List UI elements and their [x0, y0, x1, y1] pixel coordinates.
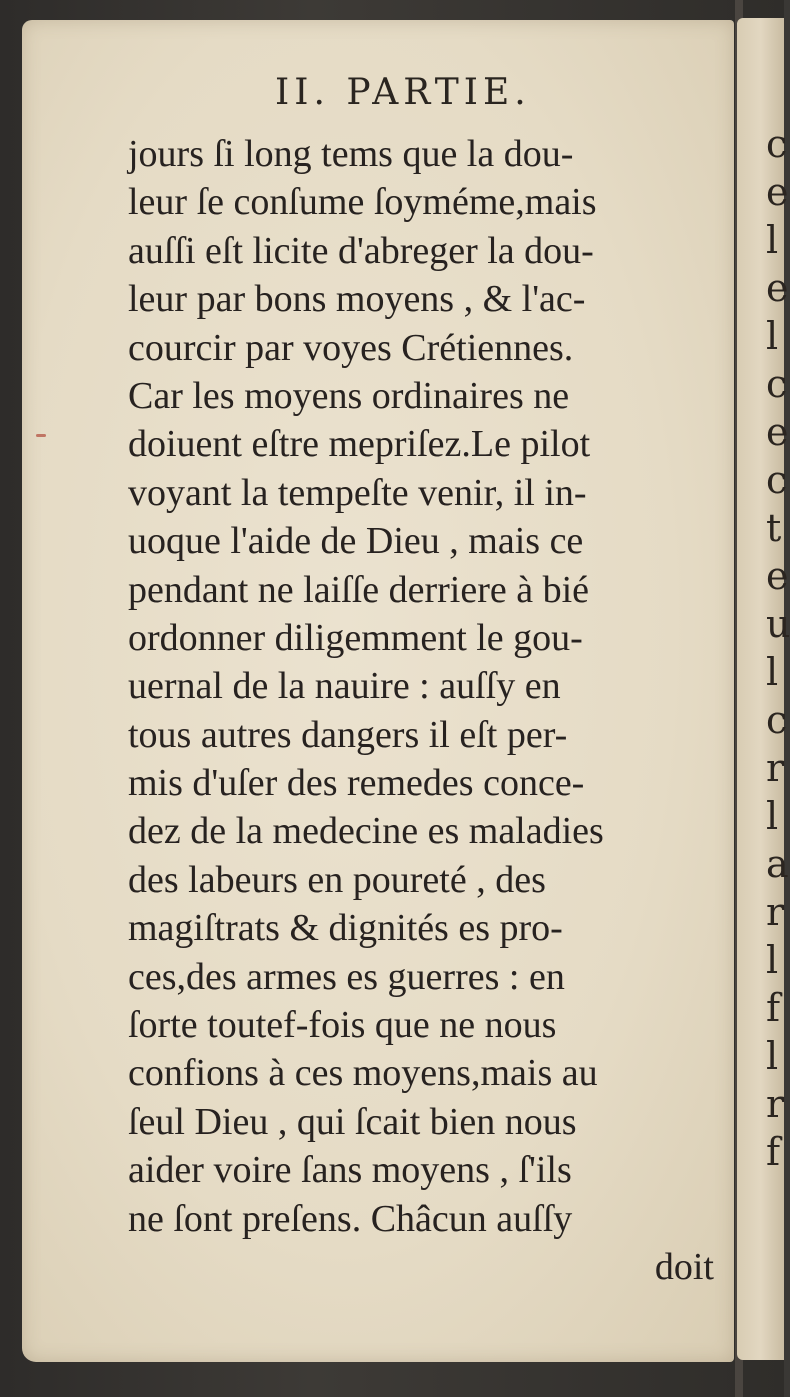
- text-line: ne ſont preſens. Châcun auſſy: [128, 1197, 573, 1240]
- edge-glyph: l: [766, 650, 779, 694]
- facing-page-glyphs: [766, 120, 790, 1176]
- text-line: voyant la tempeſte venir, il in-: [128, 471, 587, 514]
- text-line: uoque l'aide de Dieu , mais ce: [128, 520, 584, 563]
- edge-glyph: l: [766, 314, 779, 358]
- text-line: tous autres dangers il eſt per-: [128, 713, 568, 756]
- ink-speck: [36, 434, 46, 437]
- edge-glyph: l: [766, 1034, 779, 1078]
- edge-glyph: f: [766, 1130, 781, 1174]
- text-line: mis d'uſer des remedes conce-: [128, 762, 585, 805]
- edge-glyph: e: [766, 266, 789, 310]
- text-line: confions à ces moyens,mais au: [128, 1052, 598, 1095]
- edge-glyph: l: [766, 218, 779, 262]
- text-line: uernal de la nauire : auſſy en: [128, 665, 561, 708]
- text-line: pendant ne laiſſe derriere à bié: [128, 568, 590, 611]
- text-line: ſorte toutef-fois que ne nous: [128, 1004, 557, 1047]
- body-text: [128, 130, 718, 1291]
- running-head: II. PARTIE.: [275, 72, 531, 113]
- edge-glyph: r: [766, 1082, 785, 1126]
- edge-glyph: a: [766, 842, 789, 886]
- text-line: magiſtrats & dignités es pro-: [128, 907, 563, 950]
- text-line: jours ſi long tems que la dou-: [128, 133, 574, 175]
- text-line: des labeurs en poureté , des: [128, 858, 546, 901]
- text-line: ces,des armes es guerres : en: [128, 955, 565, 998]
- text-line: Car les moyens ordinaires ne: [128, 374, 570, 417]
- edge-glyph: r: [766, 890, 785, 934]
- edge-glyph: e: [766, 410, 789, 454]
- text-line: ſeul Dieu , qui ſcait bien nous: [128, 1100, 577, 1143]
- edge-glyph: c: [766, 698, 788, 742]
- text-line: aider voire ſans moyens , ſ'ils: [128, 1149, 572, 1192]
- text-line: leur ſe conſume ſoyméme,mais: [128, 181, 597, 224]
- edge-glyph: c: [766, 458, 788, 502]
- text-line: doiuent eſtre mepriſez.Le pilot: [128, 423, 591, 466]
- edge-glyph: t: [766, 506, 782, 550]
- edge-glyph: l: [766, 794, 779, 838]
- catchword: doit: [654, 1245, 714, 1288]
- edge-glyph: c: [766, 362, 788, 406]
- text-line: courcir par voyes Crétiennes.: [128, 326, 574, 369]
- text-line: leur par bons moyens , & l'ac-: [128, 278, 586, 321]
- edge-glyph: r: [766, 746, 785, 790]
- text-line: auſſi eſt licite d'abreger la dou-: [128, 229, 594, 272]
- edge-glyph: u: [766, 602, 790, 646]
- edge-glyph: f: [766, 986, 781, 1030]
- edge-glyph: l: [766, 938, 779, 982]
- text-line: dez de la medecine es maladies: [128, 810, 604, 853]
- edge-glyph: c: [766, 122, 788, 166]
- edge-glyph: e: [766, 170, 789, 214]
- text-line: ordonner diligemment le gou-: [128, 616, 583, 659]
- edge-glyph: e: [766, 554, 789, 598]
